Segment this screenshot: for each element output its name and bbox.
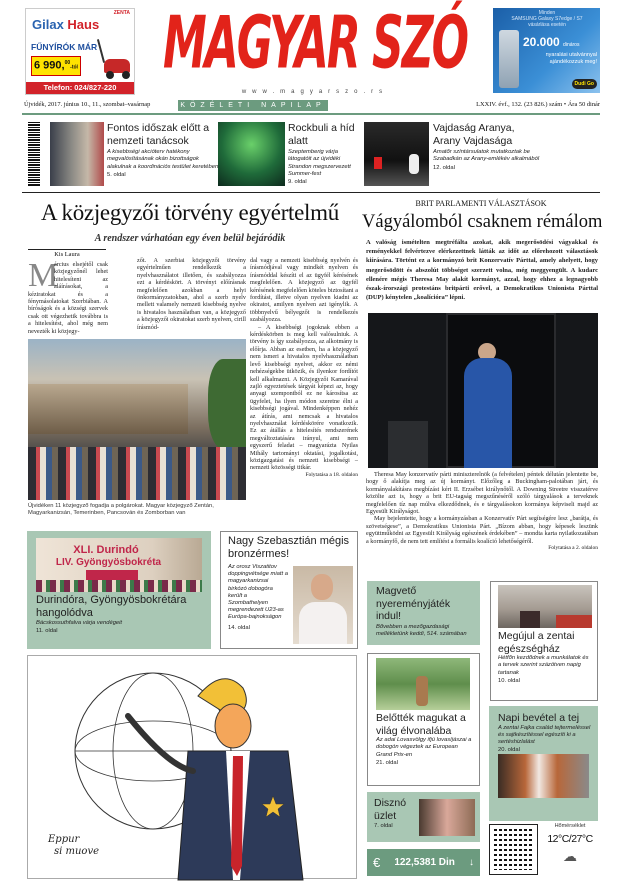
lawnmower-image xyxy=(96,37,132,81)
ad-headline: FŰNYÍRÓK MÁR xyxy=(31,42,98,52)
partly-cloudy-icon: ☁ xyxy=(563,848,577,864)
ad-text: SAMSUNG Galaxy S7edge / S7 xyxy=(511,16,583,22)
uk-body xyxy=(366,471,598,552)
street-photo xyxy=(28,339,246,500)
belottek-box[interactable] xyxy=(367,653,480,786)
ad-text: vásárlása esetén xyxy=(528,22,566,28)
napi-title: Napi bevétel a tej xyxy=(498,712,580,724)
ad-amount-unit: dináros xyxy=(563,42,580,48)
ad-text: nyaralási utalvánnyal xyxy=(545,52,597,58)
ad-brand: Gilax xyxy=(32,17,64,32)
lead-col-3b: – A kisebbségi jogoknak ebben a kérdéskörben is meg kell valósulniuk. A törvény is így szabályozza, az alkotmány is előírja. Abban az esetben, ha a közjegyző nem ismeri a hivatalos nyelvhasználatban levő kisebbségi nyelvet, akkor ez némi nehézségekbe ütközik, és ilyenkor fordítót kell alkalmazni. A Közjegyzői Kamarával zajló egyeztetések tárgyát képezi az, hogy anyagi szempontból ez ne károsítsa az ügyfelet, ha ilyen módon szeretne élni a kisebbségi jogával. Mindenképpen nehéz az átírás, ami nemcsak a hivatalos nyelvhasználat kérdéskörére vonatkozik. Ez az átállás a hitelesítés rendszerének megváltoztatására irányul, ami nem egyszerű feladat – magyarázta Nyilas Mihály tartományi oktatási, jogalkotási, közigazgatási és nemzeti kisebbségi – nemzeti közösségi titkár. xyxy=(250,323,358,472)
durindo-box[interactable] xyxy=(27,531,211,649)
teaser-2-subtitle: Szeptemberig várja látogatóit az újvidéki Strandon megszervezett Summer-fest xyxy=(288,149,351,177)
ad-brand2: Haus xyxy=(67,17,100,32)
ad-gilax-haus[interactable] xyxy=(25,8,135,95)
teaser-3-photo xyxy=(364,122,429,186)
belottek-title: Belőtték magukat a világ élvonalába xyxy=(376,712,466,737)
masthead-band: KÖZÉLETI NAPILAP xyxy=(178,100,328,111)
uk-lead: A valóság ismételten megtréfálta azokat, akik megerősödési vágyakkal és reményekkel felvértezve elérkezettnek látták az időt az előrehozott választások kiírására. Történt ez a kormányzó brit Konzervatív Párttal, amely ahelyett, hogy megerősödött és abszolút többséget szerzett volna, még meggyengült. A kudarc ellenére mégis Theresa May alakít kormányt, azzal, hogy ehhez a legnagyobb észak-írországi protestáns britpárti erővel, a Demokratikus Unionista Párttal (DUP) kénytelen „koalícióra” lépni. xyxy=(366,239,598,302)
currency-value: 122,5381 Din xyxy=(394,857,455,868)
teaser-1-subtitle: A kisebbségi akcióterv hatékony megvalósításának okán bizottságok alakulnak a koordinációs testület keretében xyxy=(107,149,219,170)
lead-col-3a: dal vagy a nemzeti kisebbség nyelvén és írásmódjával vagy mindkét nyelven és írásmóddal készíti el az ügyfél kérésének megfelelően. A közjegyző az ügyfél kérésének megfelelően köteles biztosítani a fordítást, illetve olyan nyelven kiadni az okiratot, amilyen nyelven azt igénylik. A többnyelvű bélyegzőt is rendelkezés szabályozza. xyxy=(250,257,358,324)
lead-subhead: A rendszer várhatóan egy éven belül bejáródik xyxy=(94,233,286,244)
theresa-may-photo xyxy=(368,313,598,468)
napi-page: 20. oldal xyxy=(498,747,520,754)
ad-price: 6 990,00-tól xyxy=(31,56,81,76)
uk-kicker: BRIT PARLAMENTI VÁLASZTÁSOK xyxy=(415,199,547,208)
teaser-1-photo xyxy=(50,122,104,186)
teaser-2-title: Rockbuli a híd alatt xyxy=(288,122,355,147)
diszno-box[interactable] xyxy=(367,792,480,842)
barcode xyxy=(28,122,40,186)
durindo-title: Durindóra, Gyöngyösbokrétára hangolódva xyxy=(36,594,187,619)
cartoon-signature: Eppur si muove xyxy=(48,834,100,857)
teaser-1[interactable] xyxy=(50,122,220,188)
author: Kis Laura xyxy=(54,251,80,258)
magveto-subtitle: Bővebben a mezőgazdasági mellékletünk keddi, 514. számában xyxy=(376,623,467,637)
cartoon xyxy=(27,655,357,879)
teaser-2-page: 9. oldal xyxy=(288,179,307,186)
poster-text: LIV. Gyöngyösbokréta xyxy=(55,557,162,568)
pig-photo xyxy=(419,799,475,836)
nagy-subtitle: Az orosz Viszatitov doppingvétsége miatt a magyarkanizsai birkózó dobogóra került a Szombathelyen megrendezett U23-as Európa-bajnokságon xyxy=(228,564,288,621)
wrestler-photo xyxy=(293,566,353,644)
magveto-box[interactable] xyxy=(367,581,480,645)
lead-col-1-text: árcius elsejétől csak közjegyzőnél lehet hitelesíteni az aláírásokat, a kéziratokat és a fénymásolatokat Szerbiában. A bíróságok és a községi szervek csak ott végezhetik továbbra is a hitelesítést, ahol még nem nevezték ki közjegy- xyxy=(28,261,108,335)
teaser-2-photo xyxy=(218,122,285,186)
masthead-logo: MAGYAR SZÓ xyxy=(162,1,468,86)
teaser-2[interactable] xyxy=(218,122,360,188)
teaser-3-page: 12. oldal xyxy=(433,164,455,171)
nagy-page: 14. oldal xyxy=(228,624,250,631)
lead-col-1 xyxy=(28,257,108,335)
magveto-title: Magvető nyereményjáték indul! xyxy=(376,585,451,622)
uk-body-1: Theresa May konzervatív párti miniszterelnök (a felvételen) péntek délután jelentette be, hogy ő alakítja meg az új kormányt. Előzőleg a Buckingham-palotában járt, és kormányalakításra megbízást kért II. Erzsébet királynőtől. A Downing Streetre visszatérve közölte azt is, hogy a brit EU-tagság megszűnéséről szóló tárgyalások a terveknek megfelelően tíz nap múlva elkezdődnek, és e tárgyalásokon kormánya képviseli majd az Egyesült Királyságot. xyxy=(366,471,598,516)
megujul-page: 10. oldal xyxy=(498,677,520,684)
durindo-page: 11. oldal xyxy=(36,628,58,635)
durindo-subtitle: Bácskossuthfalva várja vendégeit xyxy=(36,620,123,626)
date-line: Újvidék, 2017. június 10., 11., szombat–vasárnap xyxy=(24,101,151,108)
weather-temp: 12°C/27°C xyxy=(547,833,593,845)
megujul-subtitle: Hétfőn kezdődnek a munkálatok és a tervek szerint százötven napig tartanak xyxy=(498,655,589,676)
health-center-photo xyxy=(498,585,592,628)
belottek-subtitle: Az adai Lovasvölgy ifjú lovasíjászai a dobogón végeztek az European Grand Prix-en xyxy=(376,737,472,758)
ad-phone: Telefon: 024/827-220 xyxy=(26,82,134,94)
teaser-3-title: Vajdaság Aranya, Arany Vajdasága xyxy=(433,122,515,147)
teaser-3-subtitle: Amatőr színtársulatok mutatkoztak be Szabadkán az Arany-emlékév alkalmából xyxy=(433,149,540,163)
ad-amount: 20.000 xyxy=(523,35,560,49)
lead-headline: A közjegyzői törvény egyértelmű xyxy=(41,200,339,225)
weather-widget xyxy=(540,823,600,864)
belottek-page: 21. oldal xyxy=(376,759,398,766)
nagy-title: Nagy Szebasztián mégis bronzérmes! xyxy=(228,535,350,560)
phone-image xyxy=(499,30,519,88)
continued-link[interactable]: Folytatása a 18. oldalon xyxy=(305,471,358,478)
teaser-1-page: 5. oldal xyxy=(107,171,126,178)
continued-link[interactable]: Folytatása a 2. oldalon xyxy=(548,545,598,552)
dropcap: M xyxy=(28,257,59,294)
currency-rate xyxy=(367,849,480,876)
ad-city: ZENTA xyxy=(113,10,130,16)
ad-samsung[interactable] xyxy=(493,8,600,93)
nagy-box[interactable] xyxy=(220,531,358,649)
qr-code[interactable] xyxy=(489,824,538,875)
napi-box[interactable] xyxy=(489,706,598,821)
ad-text: ajándékozzuk meg! xyxy=(549,59,597,65)
issue-line: LXXIV. évf., 132. (23 826.) szám • Ára 50 dinár xyxy=(476,101,600,108)
lead-col-2: zőt. A szerbiai közjegyzői törvény egyértelműen rendelkezik a nyelvhasználatot illetően, és szabályozza ezt a kérdéskört. A törvényt előírásnak megfelelően azokban a helyi önkormányzatokban, ahol a szerb nyelv mellett valamely nemzeti kisebbség nyelve is hivatalos használatban van, a közjegyző a közjegyzői okiratokat szerb nyelven, cirill írásmód- xyxy=(137,257,246,331)
masthead-url: www.magyarszo.rs xyxy=(241,89,389,95)
euro-icon: € xyxy=(373,855,381,870)
megujul-box[interactable] xyxy=(490,581,598,701)
teaser-3[interactable] xyxy=(364,122,600,188)
diszno-page: 7. oldal xyxy=(374,823,393,829)
diszno-title: Disznó üzlet xyxy=(374,797,407,822)
calves-photo xyxy=(498,754,589,798)
megujul-title: Megújul a zentai egészségház xyxy=(498,630,575,655)
uk-body-2: May bejelentette, hogy a kormányzásban a Konzervatív Párt segítségére lesz „barátja, és szövetségese”, a Demokratikus Unionista Párt. „Bízom abban, hogy képesek leszünk együttműködni az Egyesült Királyság egészének érdekében” – mondta karta nyilatkozatában a kormányfő, de nem tett említést a formális koalíció lehetőségéről. xyxy=(366,515,598,545)
arrow-down-icon: ↓ xyxy=(469,857,474,868)
divider xyxy=(22,113,600,115)
poster-text: XLI. Durindó xyxy=(73,544,139,556)
author-rule xyxy=(28,249,106,250)
ad-text: Minden xyxy=(538,10,556,16)
lead-col-3 xyxy=(250,257,358,479)
napi-subtitle: A zentai Fajka család tejtermeléssel és sajtkészítéssel egészíti ki a sertéshizlalást xyxy=(498,724,591,746)
ad-logo: Dudi Go xyxy=(572,79,597,89)
festival-poster xyxy=(36,538,202,592)
divider xyxy=(22,192,600,193)
weather-label: Hőmérséklet xyxy=(554,823,586,829)
archer-photo xyxy=(376,658,470,710)
teaser-1-title: Fontos időszak előtt a nemzeti tanácsok xyxy=(107,122,210,147)
photo-caption: Újvidéken 11 közjegyző fogadja a polgárokat. Magyar közjegyző Zentán, Magyarkanizsán, Temerinben, Pancsován és Zomborban van xyxy=(28,503,214,517)
uk-headline: Vágyálomból csaknem rémálom xyxy=(362,212,603,232)
